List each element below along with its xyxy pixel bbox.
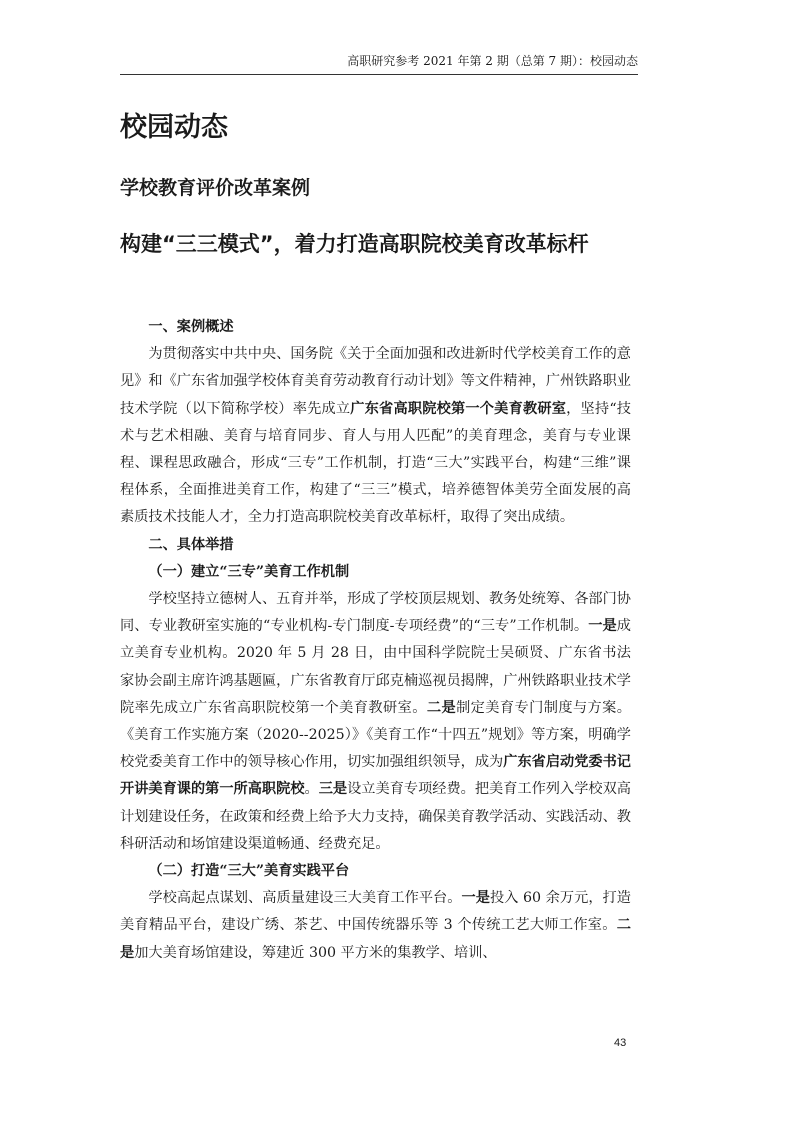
text-run: 设立美育专项经费。把美育工作列入学校双高计划建设任务，在政策和经费上给予大力支持，确保美育教学活动、实践活动、教科研活动和场馆建设渠道畅通、经费充足。 — [120, 781, 631, 852]
section-title: 校园动态 — [120, 112, 228, 143]
emphasis-text: 三是 — [318, 781, 348, 798]
text-run: 学校高起点谋划、高质量建设三大美育工作平台。 — [148, 890, 462, 907]
text-run: 加大美育场馆建设，筹建近 300 平方米的集教学、培训、 — [134, 944, 497, 961]
paragraph-platform — [120, 885, 631, 967]
text-run: ，坚持“技术与艺术相融、美育与培育同步、育人与用人匹配”的美育理念，美育与专业课程、课程思政融合，形成“三专”工作机制，打造“三大”实践平台，构建“三维”课程体系，全面推进美育工作，构建了“三三”模式，培养德智体美劳全面发展的高素质技术技能人才，全力打造高职院校美育改革标杆，取得了突出成绩。 — [120, 400, 631, 526]
subsection-title: 学校教育评价改革案例 — [120, 177, 311, 199]
section-heading-overview: 一、案例概述 — [148, 319, 234, 335]
text-run: 制定美育专门制度与方案。《美育工作实施方案（2020--2025）》《美育工作“十四五”规划》等方案，明确学校党委美育工作中的领导核心作用，切实加强组织领导，成为 — [120, 699, 631, 771]
running-header: 高职研究参考 2021 年第 2 期（总第 7 期）：校园动态 — [120, 48, 638, 75]
emphasis-text: 广东省高职院校第一个美育教研室 — [350, 400, 567, 417]
page-number: 43 — [614, 1037, 627, 1049]
text-run: 投入 60 余万元，打造美育精品平台，建设广绣、茶艺、中国传统器乐等 3 个传统工艺大师工作室。 — [120, 890, 631, 934]
article-title: 构建“三三模式”，着力打造高职院校美育改革标杆 — [120, 232, 589, 256]
emphasis-text: 一是 — [588, 618, 617, 635]
section-heading-measures: 二、具体举措 — [148, 536, 234, 553]
text-run: 为贯彻落实中共中央、国务院《关于全面加强和改进新时代学校美育工作的意见》和《广东省加强学校体育美育劳动教育行动计划》等文件精神，广州铁路职业技术学院（以下简称学校）率先成立 — [120, 346, 631, 417]
emphasis-text: 广东省启动党委书记开讲美育课的第一所高职院校 — [120, 754, 631, 798]
paragraph-overview — [120, 341, 631, 531]
article-body — [120, 314, 631, 967]
text-run: 学校坚持立德树人、五育并举，形成了学校顶层规划、教务处统筹、各部门协同、专业教研室实施的“专业机构-专门制度-专项经费”的“三专”工作机制。 — [120, 591, 631, 635]
subheading-platform: （二）打造“三大”美育实践平台 — [148, 863, 350, 880]
emphasis-text: 二是 — [426, 699, 457, 716]
paragraph-mechanism — [120, 586, 631, 858]
text-run: 。 — [304, 781, 319, 798]
emphasis-text: 一是 — [461, 890, 490, 907]
subheading-mechanism: （一）建立“三专”美育工作机制 — [148, 563, 350, 580]
text-run: 成立美育专业机构。2020 年 5 月 28 日，由中国科学院院士吴硕贤、广东省书法家协会副主席许鸿基题匾，广东省教育厅邱克楠巡视员揭牌，广州铁路职业技术学院率先成立广东省高职院校第一个美育教研室。 — [120, 618, 631, 716]
emphasis-text: 二是 — [120, 917, 631, 961]
